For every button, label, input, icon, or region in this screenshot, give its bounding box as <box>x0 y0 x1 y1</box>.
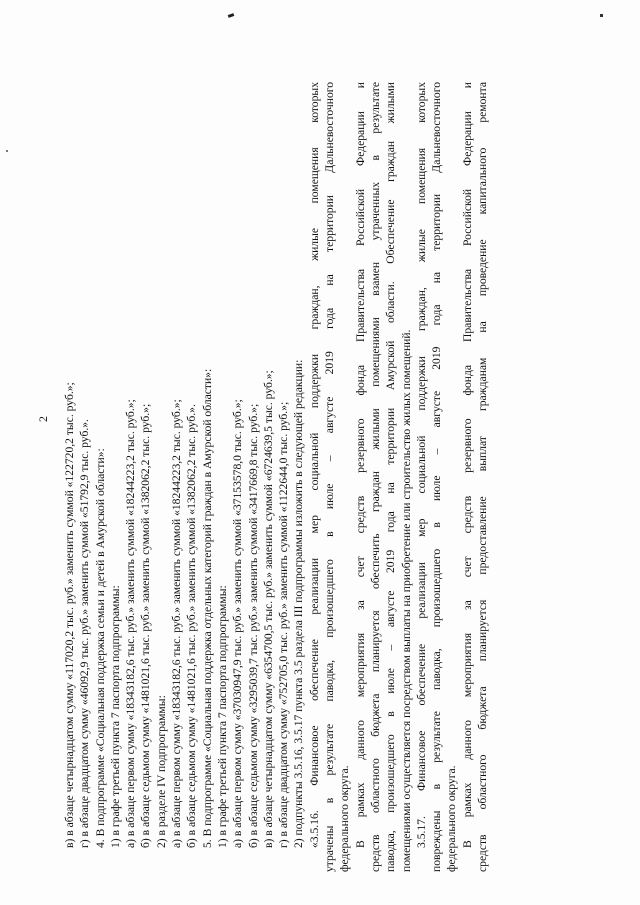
text-line: «3.5.16. Финансовое обеспечение реализации мер социальной поддержки граждан, жилые помещения которых <box>307 82 321 848</box>
document-body <box>62 82 490 872</box>
scan-speck <box>600 14 603 17</box>
text-line: В рамках данного мероприятия за счет средств резервного фонда Правительства Российской Федерации и <box>460 82 474 848</box>
text-line: повреждены в результате паводка, произошедшего в июле – августе 2019 года на территории Дальневосточного <box>430 82 444 872</box>
page-number: 2 <box>36 416 50 422</box>
scan-speck <box>228 13 235 18</box>
text-line: в) в абзаце четырнадцатом сумму «6354700,5 тыс. руб.» заменить суммой «6724639,5 тыс. руб.»; <box>261 370 275 848</box>
text-line: средств областного бюджета планируется предоставление выплат гражданам на проведение капитального ремонта <box>476 82 490 872</box>
text-line: 1) в графе третьей пункта 7 паспорта подпрограммы: <box>215 585 229 848</box>
text-line: 2) в разделе IV подпрограммы: <box>154 695 168 848</box>
text-line: а) в абзаце первом сумму «18343182,6 тыс. руб.» заменить суммой «18244223,2 тыс. руб.»; <box>170 399 184 848</box>
text-line: федерального округа. <box>338 765 352 872</box>
text-line: а) в абзаце первом сумму «37030947,9 тыс. руб.» заменить суммой «37153578,0 тыс. руб.»; <box>231 399 245 848</box>
text-line: г) в абзаце двадцатом сумму «46092,9 тыс. руб.» заменить суммой «51792,9 тыс. руб.». <box>78 419 92 848</box>
text-line: средств областного бюджета планируется обеспечить граждан жилыми помещениями взамен утраченных в результате <box>368 82 382 872</box>
text-line: утрачены в результате паводка, произошедшего в июле – августе 2019 года на территории Дальневосточного <box>323 82 337 872</box>
scan-speck <box>6 150 8 152</box>
text-line: в) в абзаце четырнадцатом сумму «117020,2 тыс. руб.» заменить суммой «122720,2 тыс. руб.»; <box>63 382 76 848</box>
text-line: а) в абзаце первом сумму «18343182,6 тыс. руб.» заменить суммой «18244223,2 тыс. руб.»; <box>124 399 138 848</box>
text-line: 4. В подпрограмме «Социальная поддержка семьи и детей в Амурской области»: <box>93 448 107 848</box>
text-line: федерального округа. <box>445 765 459 872</box>
text-line: паводка, произошедшего в июле – августе 2019 года на территории Амурской области. Обеспечение граждан жилыми <box>384 82 398 872</box>
text-line: б) в абзаце седьмом сумму «1481021,6 тыс. руб.» заменить суммой «1382062,2 тыс. руб.». <box>185 404 199 848</box>
text-line: В рамках данного мероприятия за счет средств резервного фонда Правительства Российской Федерации и <box>353 82 367 848</box>
text-line: б) в абзаце седьмом сумму «1481021,6 тыс. руб.» заменить суммой «1382062,2 тыс. руб.»; <box>139 403 153 848</box>
text-line: 1) в графе третьей пункта 7 паспорта подпрограммы: <box>108 585 122 848</box>
text-line: б) в абзаце седьмом сумму «3295039,7 тыс. руб.» заменить суммой «3417669,8 тыс. руб.»; <box>246 403 260 848</box>
text-line: г) в абзаце двадцатом сумму «752705,0 тыс. руб.» заменить суммой «1122644,0 тыс. руб.»; <box>277 401 291 848</box>
text-line: помещениями осуществляется посредством выплаты на приобретение или строительство жилых помещений. <box>399 329 413 872</box>
text-line: 2) подпункты 3.5.16, 3.5.17 пункта 3.5 раздела III подпрограммы изложить в следующей редакции: <box>292 359 306 848</box>
text-line: 5. В подпрограмме «Социальная поддержка отдельных категорий граждан в Амурской области»: <box>200 368 214 848</box>
text-line: 3.5.17. Финансовое обеспечение реализации мер социальной поддержки граждан, жилые помещения которых <box>414 82 428 848</box>
